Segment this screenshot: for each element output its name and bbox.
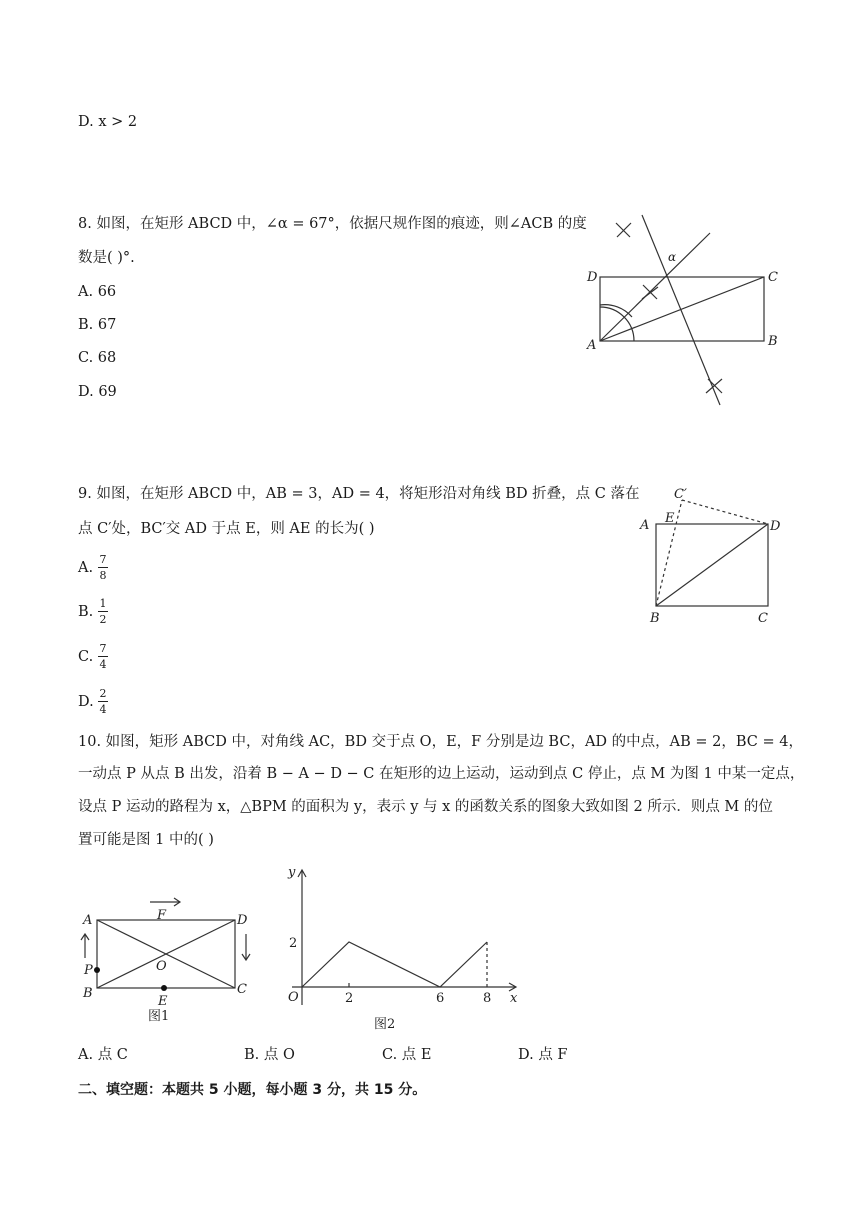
q10-stem-line2: 一动点 P 从点 B 出发，沿着 B − A − D − C 在矩形的边上运动，运动到点 C 停止，点 M 为图 1 中某一定点，: [78, 766, 805, 782]
q10-fig2-label-y2: 2: [289, 936, 298, 951]
q9-option-c-fraction: [98, 642, 108, 671]
q10-fig1: [80, 890, 260, 1035]
q10-fig1-label-d: D: [237, 913, 248, 928]
q10-point-e: [161, 985, 167, 991]
q9-option-b-den: 2: [99, 613, 107, 626]
q8-label-c: C: [768, 270, 778, 285]
q10-fig2-label-x6: 6: [436, 991, 445, 1006]
q10-fig2-label-o: O: [288, 990, 299, 1005]
q9-option-b-letter: B.: [78, 604, 94, 620]
q10-fig1-label-a: A: [83, 913, 93, 928]
q10-fig1-label-b: B: [83, 986, 93, 1001]
q9-option-c-den: 4: [99, 658, 107, 671]
q8-option-d: D. 69: [78, 384, 117, 400]
q10-fig2-label-x2: 2: [345, 991, 354, 1006]
q9-option-d-den: 4: [99, 703, 107, 716]
q10-fig1-label-f: F: [157, 908, 167, 923]
q8-stem-line1: 8. 如图，在矩形 ABCD 中，∠α = 67°，依据尺规作图的痕迹，则∠ACB 的度: [78, 216, 587, 232]
q10-fig1-caption: 图1: [148, 1009, 170, 1024]
q9-label-e: E: [665, 511, 675, 526]
q8-figure: [580, 205, 780, 415]
q10-option-c: C. 点 E: [382, 1047, 432, 1063]
q9-option-b-fraction: [98, 597, 108, 626]
q9-stem-line2: 点 C′处，BC′交 AD 于点 E，则 AE 的长为( ): [78, 521, 375, 537]
q10-option-d: D. 点 F: [518, 1047, 568, 1063]
q9-figure: [636, 482, 786, 630]
q9-option-c-letter: C.: [78, 649, 94, 665]
q8-option-a: A. 66: [78, 284, 117, 300]
q10-fig2-caption: 图2: [374, 1017, 396, 1032]
q9-option-a-fraction: [98, 553, 108, 582]
q9-stem-line1: 9. 如图，在矩形 ABCD 中，AB = 3，AD = 4，将矩形沿对角线 BD 折叠，点 C 落在: [78, 486, 640, 502]
q9-option-d-fraction: [98, 687, 108, 716]
q9-option-a-letter: A.: [78, 560, 94, 576]
section2-heading: 二、填空题：本题共 5 小题，每小题 3 分，共 15 分。: [78, 1082, 427, 1098]
q7-option-d: D. x > 2: [78, 114, 138, 130]
q9-option-d-letter: D.: [78, 694, 94, 710]
q10-fig1-label-c: C: [237, 982, 247, 997]
q10-point-p: [94, 967, 100, 973]
q9-label-d: D: [770, 519, 781, 534]
q9-label-c: C: [758, 611, 768, 626]
q10-fig2-label-x8: 8: [483, 991, 492, 1006]
q9-option-d-num: 2: [99, 687, 107, 700]
q10-option-a: A. 点 C: [78, 1047, 128, 1063]
q10-fig2-label-y: y: [288, 865, 296, 880]
q9-option-a-den: 8: [99, 569, 107, 582]
q10-option-b: B. 点 O: [244, 1047, 295, 1063]
q9-label-cprime: C′: [674, 487, 687, 502]
q8-label-a: A: [587, 338, 597, 353]
q10-fig1-label-o: O: [156, 959, 167, 974]
q9-label-b: B: [650, 611, 660, 626]
q10-fig1-label-p: P: [84, 963, 93, 978]
q10-fig2: [280, 860, 525, 1038]
q8-option-c: C. 68: [78, 350, 117, 366]
q8-label-alpha: α: [668, 250, 677, 264]
q8-label-d: D: [587, 270, 598, 285]
q10-fig2-label-x: x: [510, 991, 518, 1006]
q8-option-b: B. 67: [78, 317, 117, 333]
q8-stem-line2: 数是( )°.: [78, 250, 135, 266]
q8-label-b: B: [768, 334, 778, 349]
q10-stem-line3: 设点 P 运动的路程为 x，△BPM 的面积为 y，表示 y 与 x 的函数关系的图象大致如图 2 所示．则点 M 的位: [78, 799, 773, 815]
q9-option-b-num: 1: [99, 597, 107, 610]
q9-option-c-num: 7: [99, 642, 107, 655]
q10-stem-line4: 置可能是图 1 中的( ): [78, 832, 214, 848]
q10-fig1-label-e: E: [158, 994, 168, 1009]
q10-stem-line1: 10. 如图，矩形 ABCD 中，对角线 AC，BD 交于点 O，E，F 分别是边 BC，AD 的中点，AB = 2，BC = 4，: [78, 734, 803, 750]
q9-label-a: A: [640, 518, 650, 533]
q9-option-a-num: 7: [99, 553, 107, 566]
